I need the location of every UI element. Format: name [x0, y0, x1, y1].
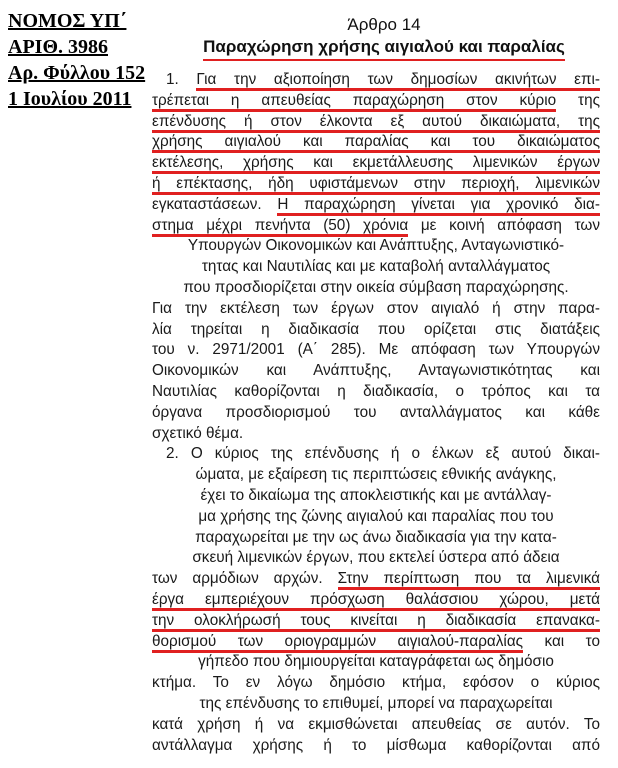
text-segment: λία τηρείται η διαδικασία που ορίζεται στις διατάξεις — [152, 320, 600, 338]
text-segment: της επένδυσης το επιθυμεί, μπορεί να παραχωρείται — [199, 695, 553, 712]
highlighted-text: θορισμού των οριογραμμών αιγιαλού-παραλίας — [152, 633, 523, 653]
highlighted-text: την ολοκλήρωσή τους κινείται η διαδικασία επανακα- — [152, 612, 600, 632]
text-line — [152, 715, 600, 736]
text-line — [152, 91, 600, 112]
text-segment: Οικονομικών και Ανάπτυξης, Ανταγωνιστικότητας και — [152, 362, 600, 380]
article-title: Παραχώρηση χρήσης αιγιαλού και παραλίας — [203, 36, 565, 61]
text-segment: με κοινή απόφαση των — [408, 216, 600, 234]
text-line — [152, 444, 600, 465]
text-line — [152, 652, 600, 673]
law-reference-line: Αρ. Φύλλου 152 — [8, 62, 146, 84]
text-line — [152, 382, 600, 403]
text-segment: των αρμόδιων αρχών. — [152, 570, 338, 588]
highlighted-text: Στην περίπτωση που τα λιμενικά — [338, 570, 600, 590]
text-line — [152, 403, 600, 424]
text-line — [152, 70, 600, 91]
text-segment: 1. — [166, 71, 197, 88]
text-segment: του ν. 2971/2001 (Α΄ 285). Με απόφαση των Υπουργών — [152, 341, 600, 359]
text-segment: τητας και Ναυτιλίας και με καταβολή ανταλλάγματος — [201, 258, 551, 276]
text-segment: σχετικό θέμα. — [152, 424, 244, 442]
text-line — [152, 465, 600, 486]
text-line — [152, 236, 600, 257]
text-segment: μα χρήσης της ζώνης αιγιαλού και παραλίας που του — [198, 507, 554, 525]
text-segment: 2. Ο κύριος της επένδυσης ή ο έλκων εξ αυτού δικαι- — [166, 445, 600, 463]
text-line — [152, 216, 600, 237]
highlighted-text: ή επέκτασης, ήδη υφιστάμενων στην περιοχή, λιμενικών — [152, 175, 600, 195]
text-line — [152, 694, 600, 715]
text-line — [152, 132, 600, 153]
text-segment: της — [556, 91, 600, 109]
text-line — [152, 632, 600, 653]
text-segment: παραχωρείται με την ως άνω διαδικασία για την κατα- — [195, 528, 557, 546]
text-line — [152, 590, 600, 611]
text-line — [152, 569, 600, 590]
text-segment: και το — [523, 632, 600, 650]
highlighted-text: έργα εμπεριέχουν πρόσχωση θαλάσσιου χώρου, μετά — [152, 591, 600, 611]
text-segment: ώματα, με εξαίρεση τις περιπτώσεις εθνικής ανάγκης, — [195, 466, 557, 484]
highlighted-text: χρήσης αιγιαλού και παραλίας και του δικαιώματος — [152, 133, 600, 153]
text-line — [152, 153, 600, 174]
text-segment: σκευή λιμενικών έργων, που εκτελεί ύστερα από άδεια — [192, 549, 560, 567]
text-segment: γήπεδο που δημιουργείται καταγράφεται ως δημόσιο — [198, 653, 554, 671]
text-line — [152, 257, 600, 278]
text-line — [152, 112, 600, 133]
text-line — [152, 611, 600, 632]
text-line — [152, 548, 600, 569]
highlighted-text: Για την αξιοποίηση των δημοσίων ακινήτων επι- — [196, 71, 600, 91]
text-segment: που προσδιορίζεται στην οικεία σύμβαση παραχώρησης. — [183, 279, 569, 296]
law-reference — [8, 8, 145, 112]
text-segment: κατά χρήση ή να εκμισθώνεται απευθείας σε αυτόν. Το — [152, 715, 600, 733]
text-line — [152, 278, 600, 299]
text-segment: κτήμα. Το εν λόγω δημόσιο κτήμα, εφόσον ο κύριος — [152, 674, 600, 692]
text-line — [152, 361, 600, 382]
highlighted-text: Η παραχώρηση γίνεται για χρονικό δια- — [277, 196, 600, 216]
text-line — [152, 299, 600, 320]
law-reference-line: ΝΟΜΟΣ ΥΠ΄ — [8, 10, 127, 32]
text-line — [152, 507, 600, 528]
text-line — [152, 424, 600, 445]
text-line — [152, 528, 600, 549]
text-segment: έχει το δικαίωμα της αποκλειστικής και με αντάλλαγ- — [200, 487, 552, 504]
highlighted-text: εκτέλεσης, χρήσης και εκμετάλλευσης λιμενικών έργων — [152, 154, 600, 174]
text-line — [152, 736, 600, 757]
text-line — [152, 195, 600, 216]
law-reference-line: ΑΡΙΘ. 3986 — [8, 36, 108, 58]
highlighted-text: στημα μέχρι πενήντα (50) χρόνια — [152, 217, 408, 237]
text-line — [152, 486, 600, 507]
text-segment: εγκαταστάσεων. — [152, 195, 278, 213]
text-segment: Ναυτιλίας καθορίζονται η διαδικασία, ο τρόπος και τα — [152, 383, 600, 400]
text-line — [152, 673, 600, 694]
highlighted-text: τρέπεται η απευθείας παραχώρηση στον κύριο — [152, 92, 556, 112]
text-line — [152, 340, 600, 361]
text-segment: Υπουργών Οικονομικών και Ανάπτυξης, Ανταγωνιστικό- — [187, 237, 565, 255]
text-line — [152, 174, 600, 195]
article-heading — [150, 14, 618, 61]
highlighted-text: επένδυσης ή στον έλκοντα εξ αυτού δικαιώματα, της — [152, 113, 600, 133]
law-reference-line: 1 Ιουλίου 2011 — [8, 88, 132, 110]
text-line — [152, 320, 600, 341]
article-number: Άρθρο 14 — [347, 15, 421, 34]
text-segment: Για την εκτέλεση των έργων στον αιγιαλό ή στην παρα- — [152, 299, 600, 317]
text-segment: αντάλλαγμα χρήσης ή το μίσθωμα καθορίζονται από — [152, 736, 600, 754]
text-segment: όργανα προσδιορισμού του ανταλλάγματος και κάθε — [152, 403, 600, 421]
